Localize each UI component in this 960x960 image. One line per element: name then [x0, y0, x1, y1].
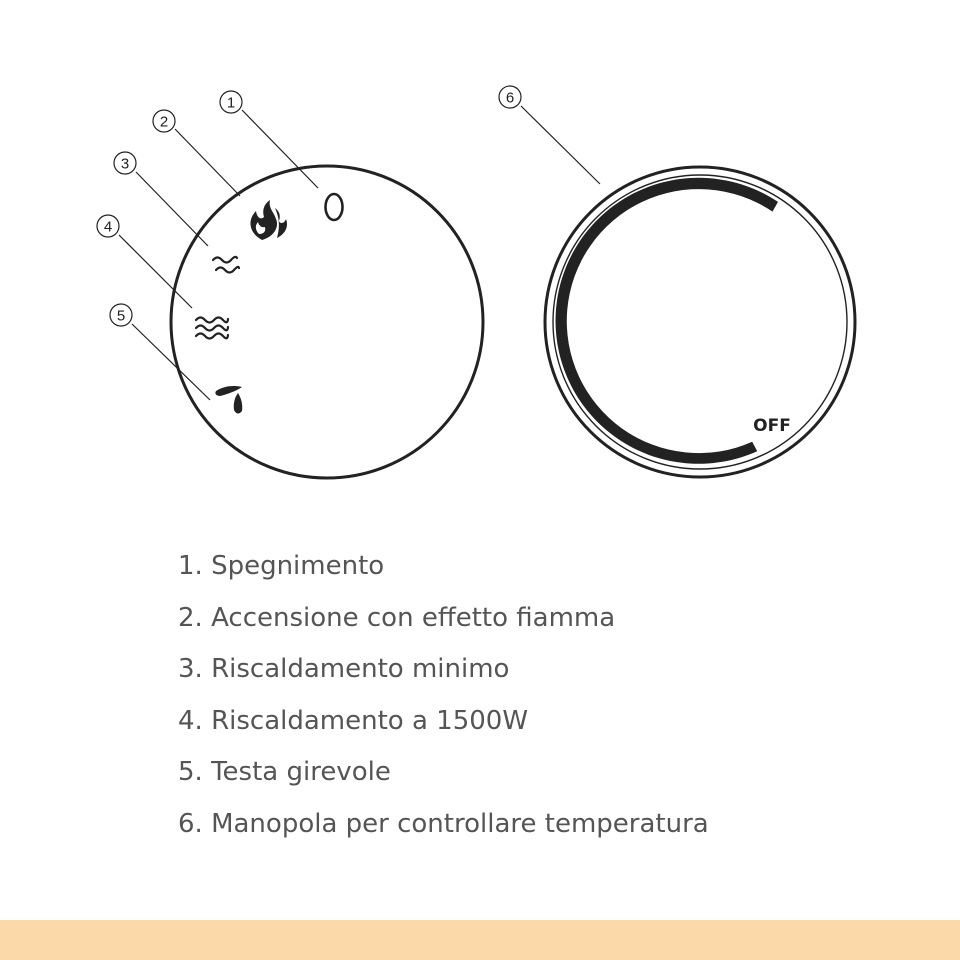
legend-item-2: 2. Accensione con effetto fiamma [178, 602, 616, 633]
callout-1-number: 1 [226, 94, 236, 112]
callout-4-number: 4 [103, 218, 113, 236]
callout-4 [97, 215, 192, 308]
legend-item-3: 3. Riscaldamento minimo [178, 654, 510, 684]
callout-2-number: 2 [159, 113, 169, 131]
callout-6 [499, 86, 600, 184]
legend-list [178, 544, 709, 853]
off-label: OFF [753, 416, 791, 436]
callout-1 [220, 91, 318, 188]
legend-item-6: 6. Manopola per controllare temperatura [178, 808, 709, 839]
callout-5 [110, 304, 210, 400]
temperature-knob [545, 167, 855, 477]
low-heat-wave-icon [213, 257, 239, 273]
legend-item-1: 1. Spegnimento [178, 551, 385, 581]
callout-3 [114, 152, 208, 246]
off-zero-icon [326, 194, 343, 220]
swivel-icon [215, 386, 242, 414]
legend-item-5: 5. Testa girevole [178, 757, 391, 787]
callout-3-number: 3 [120, 155, 130, 173]
callout-5-number: 5 [116, 307, 126, 325]
bottom-color-band [0, 920, 960, 960]
callout-6-number: 6 [505, 89, 515, 107]
temperature-scale-arc [556, 178, 778, 464]
callout-2 [153, 110, 240, 196]
flame-icon [250, 200, 287, 240]
legend-item-4: 4. Riscaldamento a 1500W [178, 705, 529, 736]
high-heat-wave-icon [196, 318, 228, 339]
